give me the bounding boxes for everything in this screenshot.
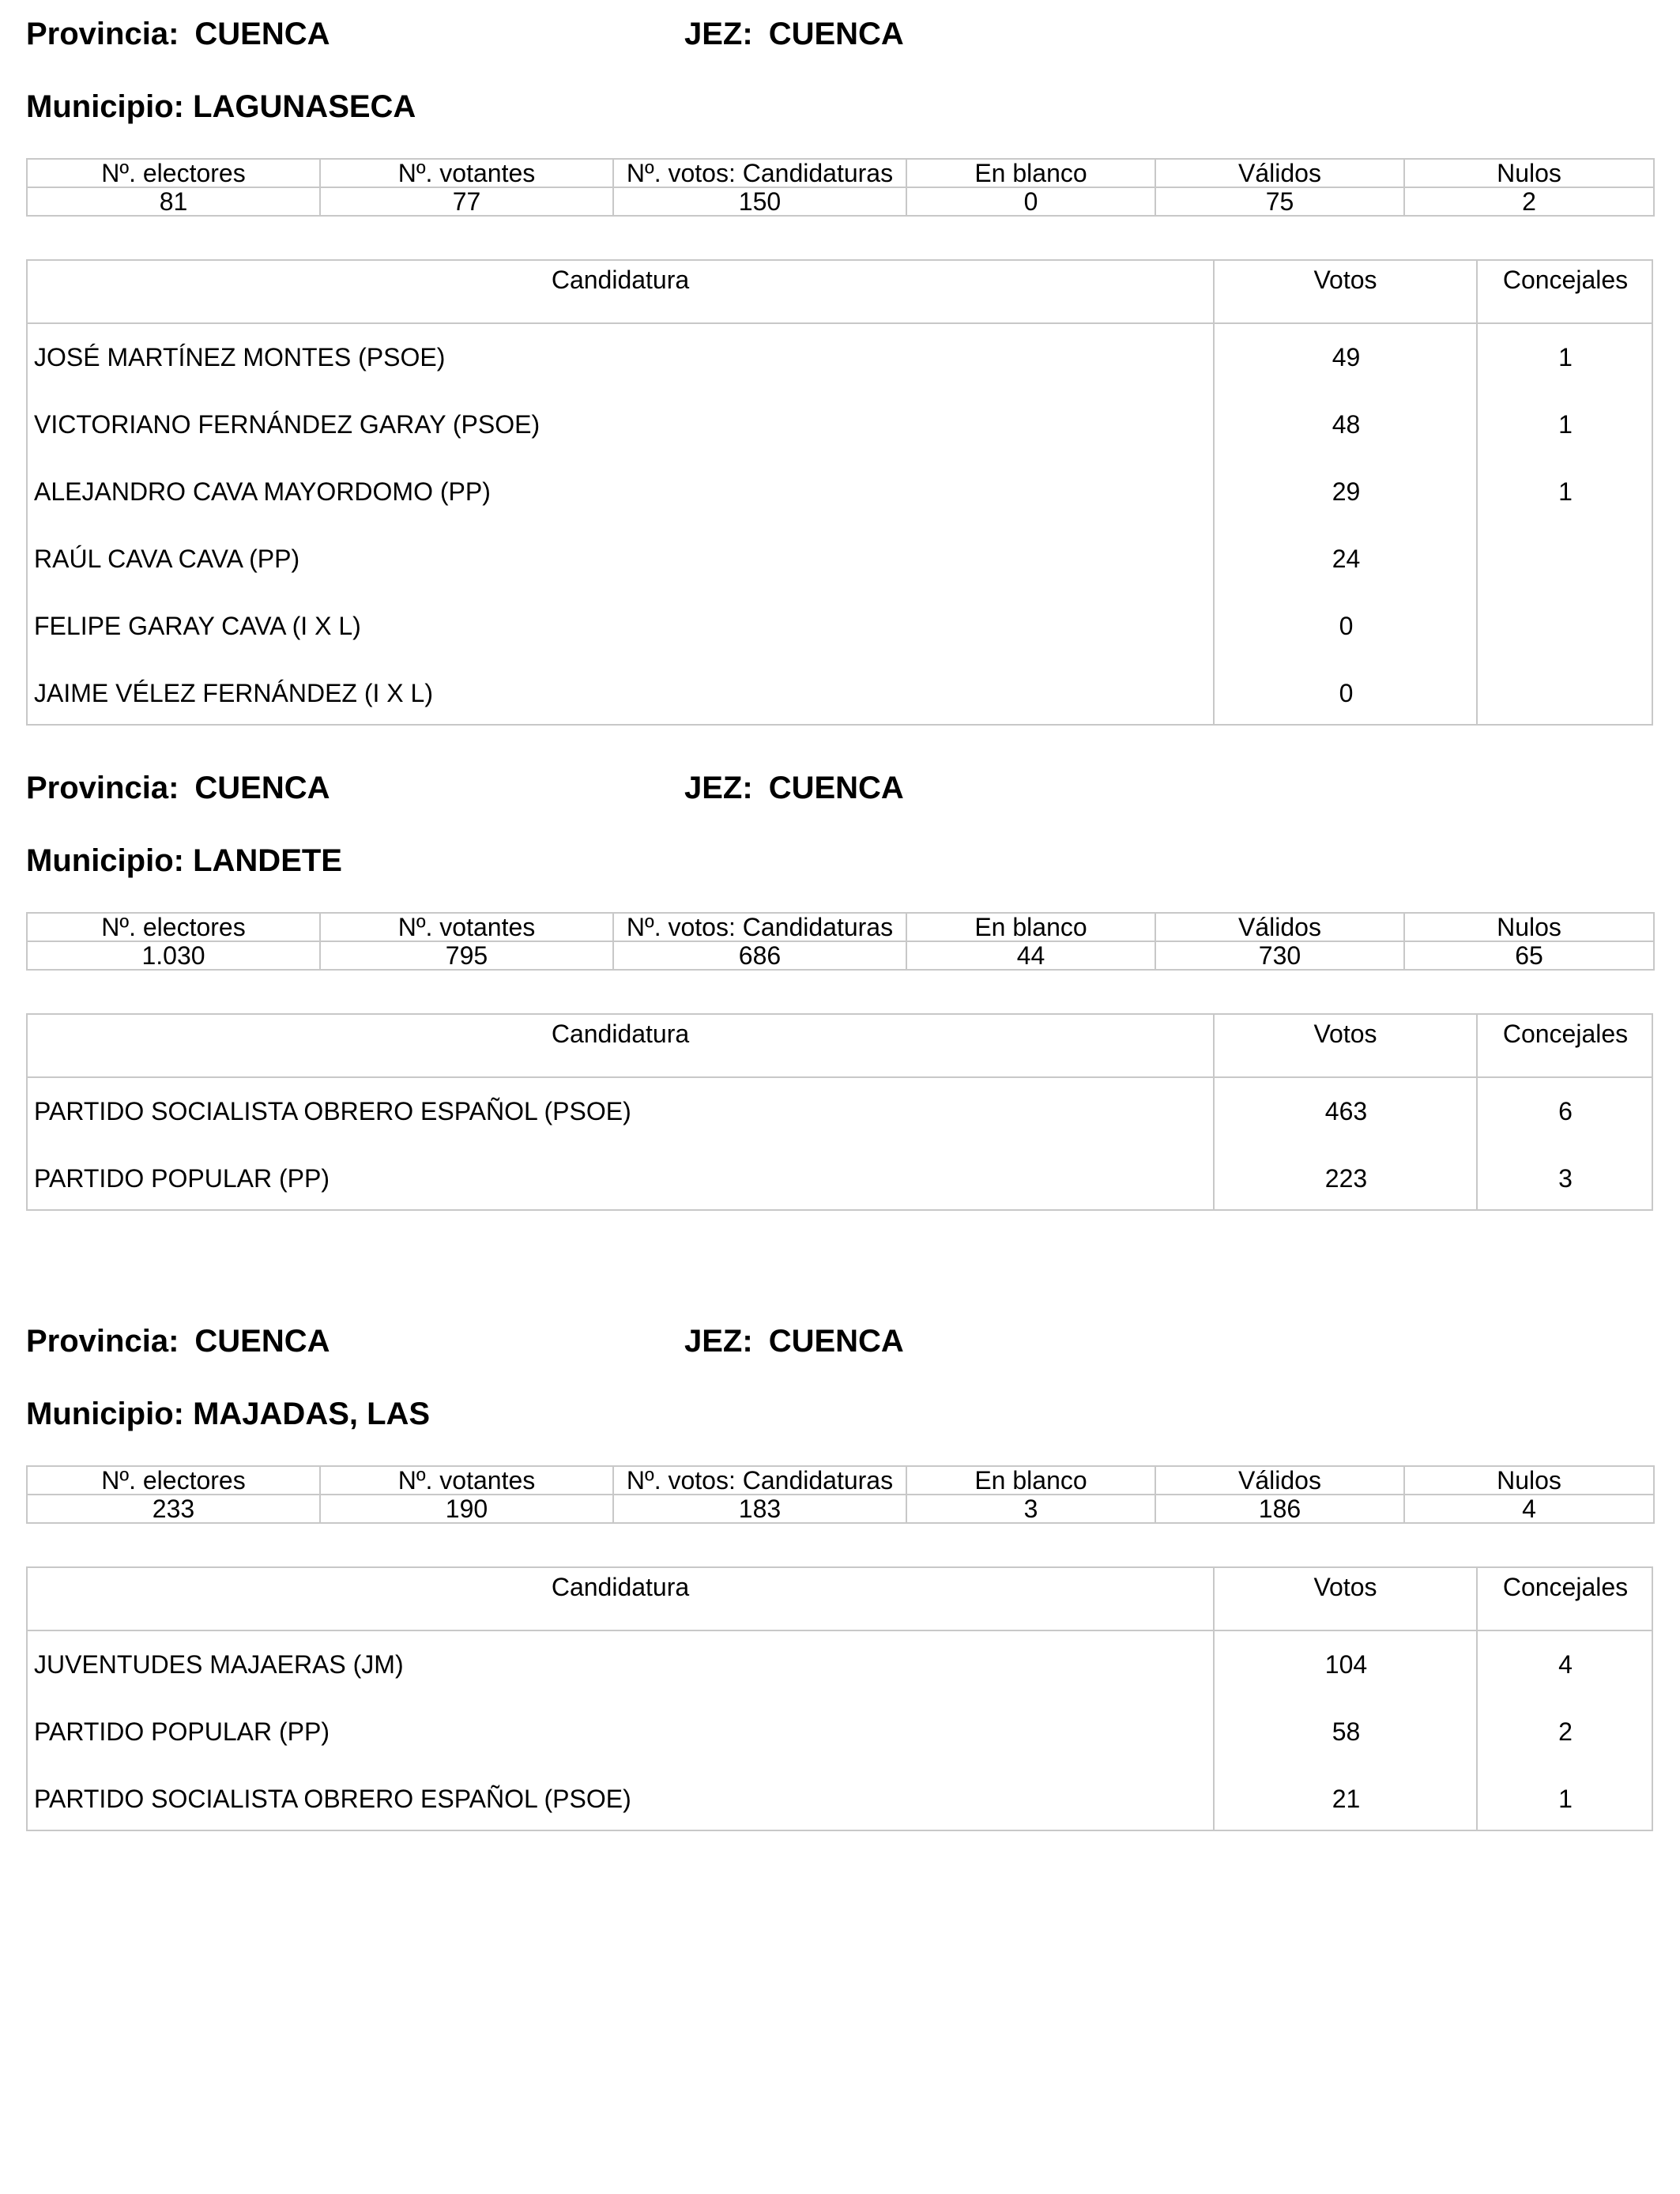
- stats-value: 65: [1404, 941, 1654, 970]
- stats-value: 81: [27, 187, 320, 216]
- jez-line: JEZ: CUENCA: [684, 1324, 904, 1359]
- stats-header: Válidos: [1155, 913, 1404, 941]
- candidate-votes: 21: [1332, 1785, 1361, 1813]
- candidate-name: FELIPE GARAY CAVA (I X L): [34, 612, 361, 640]
- candidate-name: PARTIDO POPULAR (PP): [34, 1717, 330, 1746]
- municipality-section: [26, 1323, 1653, 1845]
- stats-header: Nulos: [1404, 913, 1654, 941]
- municipality-section: [26, 770, 1653, 1220]
- stats-table: [26, 1465, 1655, 1524]
- col-header-candidatura: Candidatura: [551, 1573, 690, 1601]
- provincia-value: CUENCA: [194, 771, 330, 805]
- jez-value: CUENCA: [768, 771, 904, 805]
- stats-table: [26, 912, 1655, 971]
- candidate-concejales: 1: [1558, 410, 1573, 439]
- stats-header: Nº. electores: [27, 1466, 320, 1495]
- stats-value-row: [27, 187, 1654, 216]
- candidate-row: [28, 1078, 1652, 1145]
- candidate-row: [28, 391, 1652, 458]
- jez-value: CUENCA: [768, 17, 904, 51]
- col-header-votos: Votos: [1313, 1020, 1377, 1048]
- stats-header: Nº. electores: [27, 159, 320, 187]
- provincia-line: Provincia: CUENCA: [26, 17, 330, 51]
- municipio-title: Municipio: LANDETE: [26, 843, 342, 878]
- candidate-name: JAIME VÉLEZ FERNÁNDEZ (I X L): [34, 679, 433, 707]
- stats-value: 183: [613, 1495, 906, 1523]
- municipio-value: LAGUNASECA: [193, 89, 416, 124]
- stats-value: 0: [906, 187, 1155, 216]
- stats-header: Nº. electores: [27, 913, 320, 941]
- stats-value: 686: [613, 941, 906, 970]
- section-header: [26, 1323, 1653, 1396]
- candidate-concejales: 1: [1558, 1785, 1573, 1813]
- stats-header: Nº. votantes: [320, 1466, 613, 1495]
- stats-value-row: [27, 941, 1654, 970]
- stats-value: 77: [320, 187, 613, 216]
- stats-value: 730: [1155, 941, 1404, 970]
- candidate-concejales: 6: [1558, 1097, 1573, 1125]
- col-header-votos: Votos: [1313, 266, 1377, 294]
- stats-header: Válidos: [1155, 159, 1404, 187]
- candidate-votes: 29: [1332, 477, 1361, 506]
- candidate-votes: 49: [1332, 343, 1361, 371]
- candidates-table: [26, 259, 1653, 726]
- stats-header: En blanco: [906, 913, 1155, 941]
- candidate-concejales: 1: [1558, 477, 1573, 506]
- stats-header: Nº. votos: Candidaturas: [613, 159, 906, 187]
- candidate-row: [28, 324, 1652, 391]
- candidate-row: [28, 593, 1652, 660]
- candidate-concejales: 3: [1558, 1164, 1573, 1193]
- col-header-votos: Votos: [1313, 1573, 1377, 1601]
- stats-header: Nulos: [1404, 159, 1654, 187]
- candidate-votes: 0: [1339, 612, 1354, 640]
- candidate-row: [28, 1766, 1652, 1833]
- jez-value: CUENCA: [768, 1324, 904, 1359]
- provincia-line: Provincia: CUENCA: [26, 1324, 330, 1359]
- stats-header-row: [27, 913, 1654, 941]
- jez-line: JEZ: CUENCA: [684, 17, 904, 51]
- candidate-concejales: 1: [1558, 343, 1573, 371]
- candidate-row: [28, 1698, 1652, 1766]
- municipality-section: [26, 16, 1653, 727]
- candidate-votes: 463: [1324, 1097, 1368, 1125]
- candidate-name: PARTIDO SOCIALISTA OBRERO ESPAÑOL (PSOE): [34, 1785, 631, 1813]
- candidates-table: [26, 1566, 1653, 1831]
- stats-header: Nº. votantes: [320, 159, 613, 187]
- provincia-line: Provincia: CUENCA: [26, 771, 330, 805]
- stats-value: 795: [320, 941, 613, 970]
- stats-header: Nº. votantes: [320, 913, 613, 941]
- candidate-name: RAÚL CAVA CAVA (PP): [34, 545, 300, 573]
- candidate-name: ALEJANDRO CAVA MAYORDOMO (PP): [34, 477, 491, 506]
- candidate-concejales: 4: [1558, 1650, 1573, 1679]
- candidate-votes: 104: [1324, 1650, 1368, 1679]
- stats-value: 150: [613, 187, 906, 216]
- stats-header: Nº. votos: Candidaturas: [613, 1466, 906, 1495]
- stats-header: En blanco: [906, 1466, 1155, 1495]
- provincia-value: CUENCA: [194, 17, 330, 51]
- stats-header-row: [27, 1466, 1654, 1495]
- stats-header: En blanco: [906, 159, 1155, 187]
- candidate-votes: 48: [1332, 410, 1361, 439]
- stats-value-row: [27, 1495, 1654, 1523]
- stats-value: 44: [906, 941, 1155, 970]
- candidate-row: [28, 660, 1652, 727]
- stats-table: [26, 158, 1655, 217]
- stats-header: Válidos: [1155, 1466, 1404, 1495]
- col-header-candidatura: Candidatura: [551, 266, 690, 294]
- candidate-votes: 0: [1339, 679, 1354, 707]
- candidate-concejales: 2: [1558, 1717, 1573, 1746]
- municipio-title: Municipio: LAGUNASECA: [26, 89, 416, 124]
- candidate-row: [28, 458, 1652, 526]
- municipio-value: MAJADAS, LAS: [193, 1397, 431, 1431]
- col-header-concejales: Concejales: [1502, 266, 1629, 294]
- stats-header: Nº. votos: Candidaturas: [613, 913, 906, 941]
- candidate-name: PARTIDO POPULAR (PP): [34, 1164, 330, 1193]
- stats-value: 1.030: [27, 941, 320, 970]
- candidates-table: [26, 1013, 1653, 1211]
- col-header-candidatura: Candidatura: [551, 1020, 690, 1048]
- section-header: [26, 770, 1653, 843]
- candidate-name: PARTIDO SOCIALISTA OBRERO ESPAÑOL (PSOE): [34, 1097, 631, 1125]
- stats-value: 3: [906, 1495, 1155, 1523]
- stats-value: 233: [27, 1495, 320, 1523]
- stats-header: Nulos: [1404, 1466, 1654, 1495]
- stats-value: 75: [1155, 187, 1404, 216]
- stats-value: 2: [1404, 187, 1654, 216]
- candidate-votes: 223: [1324, 1164, 1368, 1193]
- col-header-concejales: Concejales: [1502, 1573, 1629, 1601]
- stats-value: 4: [1404, 1495, 1654, 1523]
- municipio-title: Municipio: MAJADAS, LAS: [26, 1397, 431, 1431]
- col-header-concejales: Concejales: [1502, 1020, 1629, 1048]
- candidate-votes: 58: [1332, 1717, 1361, 1746]
- candidate-row: [28, 1631, 1652, 1698]
- candidate-name: JUVENTUDES MAJAERAS (JM): [34, 1650, 404, 1679]
- candidate-name: VICTORIANO FERNÁNDEZ GARAY (PSOE): [34, 410, 541, 439]
- candidate-votes: 24: [1332, 545, 1361, 573]
- jez-line: JEZ: CUENCA: [684, 771, 904, 805]
- section-header: [26, 16, 1653, 89]
- stats-value: 190: [320, 1495, 613, 1523]
- municipio-value: LANDETE: [193, 843, 342, 878]
- provincia-value: CUENCA: [194, 1324, 330, 1359]
- candidate-name: JOSÉ MARTÍNEZ MONTES (PSOE): [34, 343, 446, 371]
- candidate-row: [28, 526, 1652, 593]
- candidate-row: [28, 1145, 1652, 1212]
- stats-value: 186: [1155, 1495, 1404, 1523]
- stats-header-row: [27, 159, 1654, 187]
